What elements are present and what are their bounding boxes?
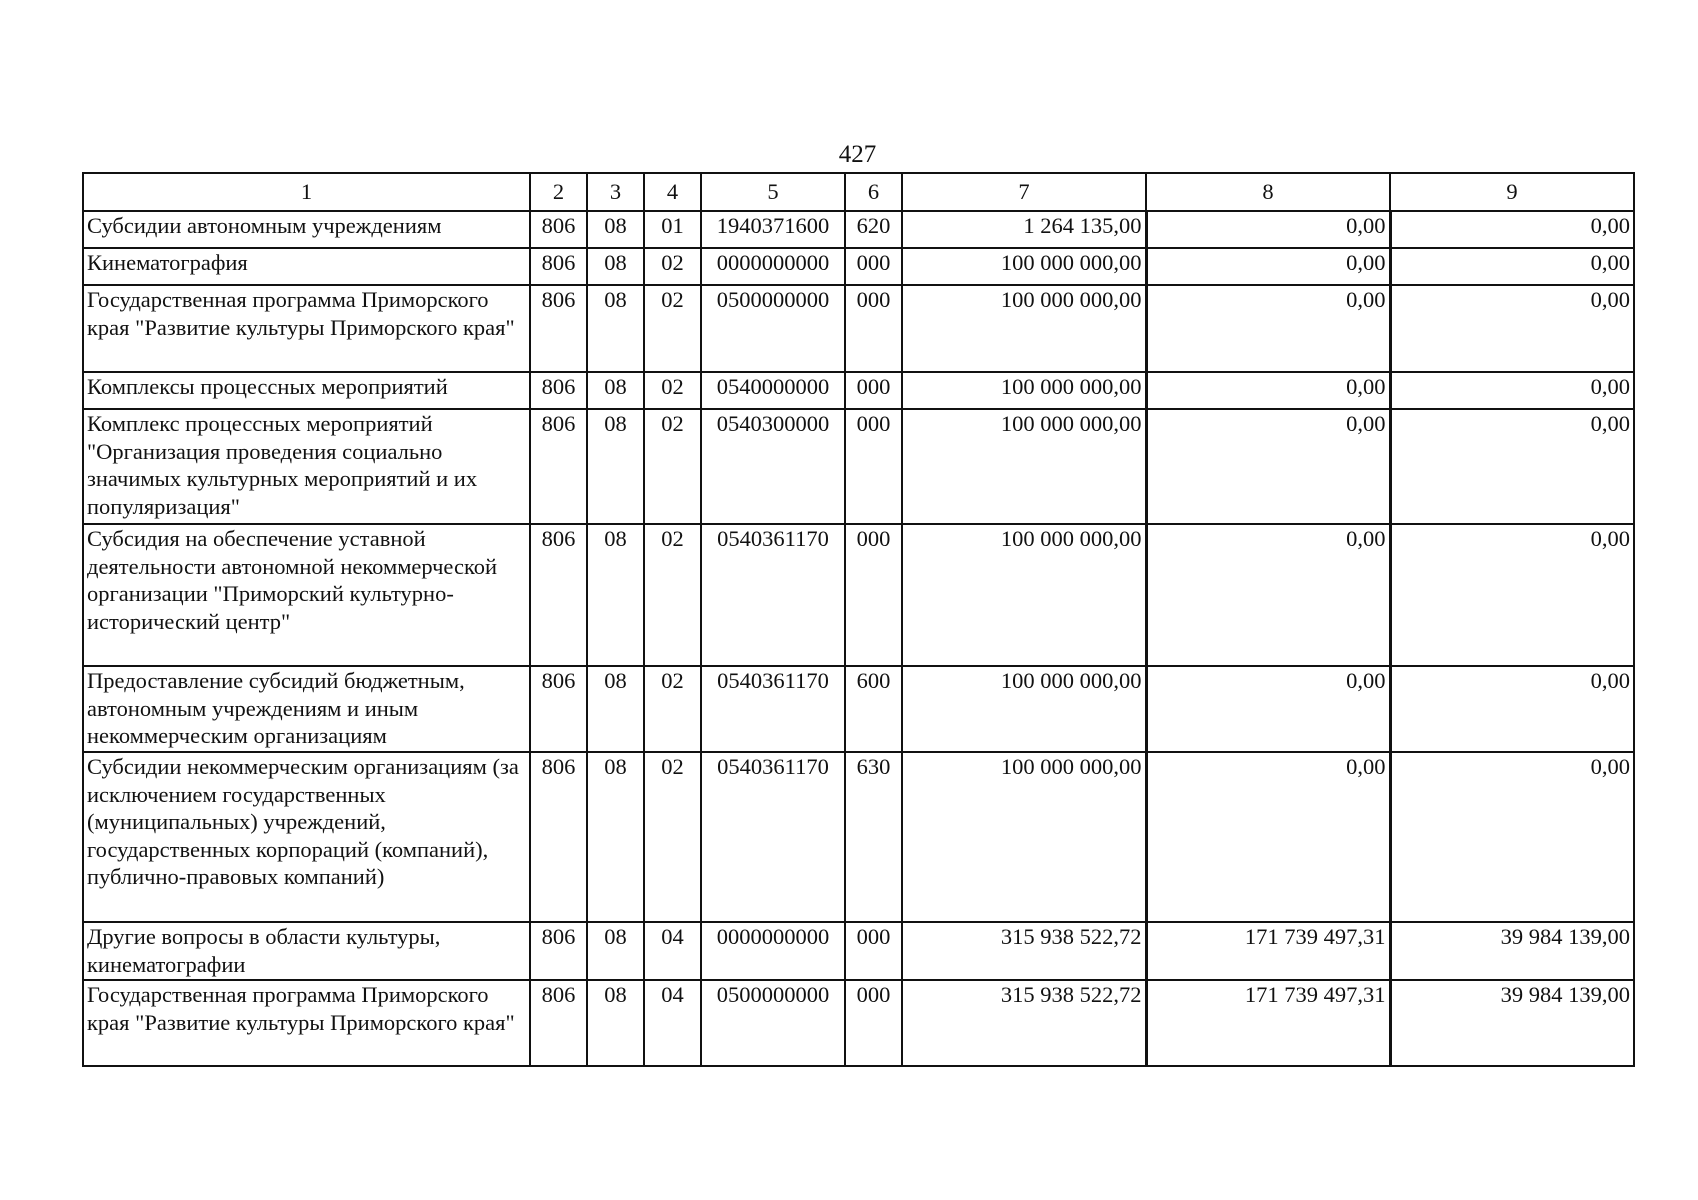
cell-col9: 0,00 (1390, 211, 1634, 248)
cell-col8: 0,00 (1146, 248, 1390, 285)
cell-col5: 0000000000 (701, 922, 845, 980)
row-name: Другие вопросы в области культуры, кинематографии (83, 922, 530, 980)
cell-col6: 630 (845, 752, 902, 922)
table-row (83, 752, 1634, 922)
cell-col3: 08 (587, 372, 644, 409)
cell-col8: 0,00 (1146, 666, 1390, 752)
column-header: 4 (644, 173, 701, 211)
cell-col2: 806 (530, 922, 587, 980)
table-row (83, 409, 1634, 524)
column-header: 5 (701, 173, 845, 211)
table-row (83, 524, 1634, 666)
cell-col2: 806 (530, 524, 587, 666)
cell-col6: 000 (845, 980, 902, 1066)
row-name: Комплексы процессных мероприятий (83, 372, 530, 409)
table-row (83, 666, 1634, 752)
cell-col9: 0,00 (1390, 372, 1634, 409)
cell-col7: 100 000 000,00 (902, 409, 1146, 524)
cell-col4: 02 (644, 752, 701, 922)
cell-col8: 0,00 (1146, 285, 1390, 372)
cell-col9: 39 984 139,00 (1390, 922, 1634, 980)
cell-col6: 000 (845, 372, 902, 409)
cell-col5: 0500000000 (701, 285, 845, 372)
cell-col5: 0500000000 (701, 980, 845, 1066)
cell-col9: 0,00 (1390, 666, 1634, 752)
cell-col2: 806 (530, 752, 587, 922)
header-row (83, 173, 1634, 211)
cell-col2: 806 (530, 285, 587, 372)
cell-col8: 0,00 (1146, 524, 1390, 666)
cell-col7: 100 000 000,00 (902, 285, 1146, 372)
column-header: 1 (83, 173, 530, 211)
cell-col9: 0,00 (1390, 409, 1634, 524)
cell-col2: 806 (530, 409, 587, 524)
cell-col4: 04 (644, 922, 701, 980)
cell-col7: 315 938 522,72 (902, 980, 1146, 1066)
cell-col3: 08 (587, 666, 644, 752)
table-row (83, 248, 1634, 285)
page-number: 427 (838, 141, 877, 168)
cell-col4: 02 (644, 666, 701, 752)
cell-col6: 000 (845, 524, 902, 666)
cell-col8: 0,00 (1146, 211, 1390, 248)
column-header: 6 (845, 173, 902, 211)
row-name: Государственная программа Приморского края "Развитие культуры Приморского края" (83, 980, 530, 1066)
cell-col9: 0,00 (1390, 285, 1634, 372)
cell-col7: 315 938 522,72 (902, 922, 1146, 980)
cell-col4: 02 (644, 524, 701, 666)
cell-col5: 0540361170 (701, 752, 845, 922)
cell-col3: 08 (587, 211, 644, 248)
cell-col7: 1 264 135,00 (902, 211, 1146, 248)
cell-col9: 0,00 (1390, 248, 1634, 285)
cell-col9: 0,00 (1390, 524, 1634, 666)
cell-col3: 08 (587, 980, 644, 1066)
cell-col5: 0540000000 (701, 372, 845, 409)
table-row (83, 372, 1634, 409)
cell-col5: 1940371600 (701, 211, 845, 248)
cell-col2: 806 (530, 211, 587, 248)
cell-col7: 100 000 000,00 (902, 666, 1146, 752)
cell-col7: 100 000 000,00 (902, 372, 1146, 409)
cell-col3: 08 (587, 285, 644, 372)
column-header: 7 (902, 173, 1146, 211)
table-row (83, 922, 1634, 980)
row-name: Кинематография (83, 248, 530, 285)
row-name: Государственная программа Приморского края "Развитие культуры Приморского края" (83, 285, 530, 372)
cell-col5: 0000000000 (701, 248, 845, 285)
cell-col6: 000 (845, 409, 902, 524)
cell-col9: 0,00 (1390, 752, 1634, 922)
cell-col4: 02 (644, 248, 701, 285)
cell-col6: 600 (845, 666, 902, 752)
column-header: 2 (530, 173, 587, 211)
cell-col3: 08 (587, 409, 644, 524)
cell-col9: 39 984 139,00 (1390, 980, 1634, 1066)
cell-col8: 0,00 (1146, 752, 1390, 922)
cell-col4: 04 (644, 980, 701, 1066)
cell-col3: 08 (587, 524, 644, 666)
cell-col8: 171 739 497,31 (1146, 922, 1390, 980)
column-header: 3 (587, 173, 644, 211)
cell-col6: 620 (845, 211, 902, 248)
row-name: Субсидии автономным учреждениям (83, 211, 530, 248)
row-name: Предоставление субсидий бюджетным, автономным учреждениям и иным некоммерческим организациям (83, 666, 530, 752)
cell-col4: 02 (644, 409, 701, 524)
table-row (83, 211, 1634, 248)
cell-col7: 100 000 000,00 (902, 524, 1146, 666)
cell-col6: 000 (845, 248, 902, 285)
cell-col8: 171 739 497,31 (1146, 980, 1390, 1066)
cell-col3: 08 (587, 922, 644, 980)
cell-col5: 0540300000 (701, 409, 845, 524)
cell-col2: 806 (530, 666, 587, 752)
cell-col2: 806 (530, 372, 587, 409)
cell-col8: 0,00 (1146, 409, 1390, 524)
cell-col5: 0540361170 (701, 524, 845, 666)
cell-col4: 02 (644, 285, 701, 372)
cell-col2: 806 (530, 248, 587, 285)
column-header: 9 (1390, 173, 1634, 211)
row-name: Комплекс процессных мероприятий "Организация проведения социально значимых культурных мероприятий и их популяризация" (83, 409, 530, 524)
cell-col6: 000 (845, 922, 902, 980)
cell-col2: 806 (530, 980, 587, 1066)
cell-col3: 08 (587, 752, 644, 922)
cell-col6: 000 (845, 285, 902, 372)
cell-col4: 01 (644, 211, 701, 248)
row-name: Субсидии некоммерческим организациям (за исключением государственных (муниципальных) учреждений, государственных корпораций (компаний), публично-правовых компаний) (83, 752, 530, 922)
column-header: 8 (1146, 173, 1390, 211)
table-row (83, 285, 1634, 372)
budget-table (82, 172, 1635, 1067)
cell-col8: 0,00 (1146, 372, 1390, 409)
cell-col7: 100 000 000,00 (902, 752, 1146, 922)
cell-col7: 100 000 000,00 (902, 248, 1146, 285)
cell-col4: 02 (644, 372, 701, 409)
cell-col5: 0540361170 (701, 666, 845, 752)
table-row (83, 980, 1634, 1066)
row-name: Субсидия на обеспечение уставной деятельности автономной некоммерческой организации "Приморский культурно-исторический центр" (83, 524, 530, 666)
cell-col3: 08 (587, 248, 644, 285)
